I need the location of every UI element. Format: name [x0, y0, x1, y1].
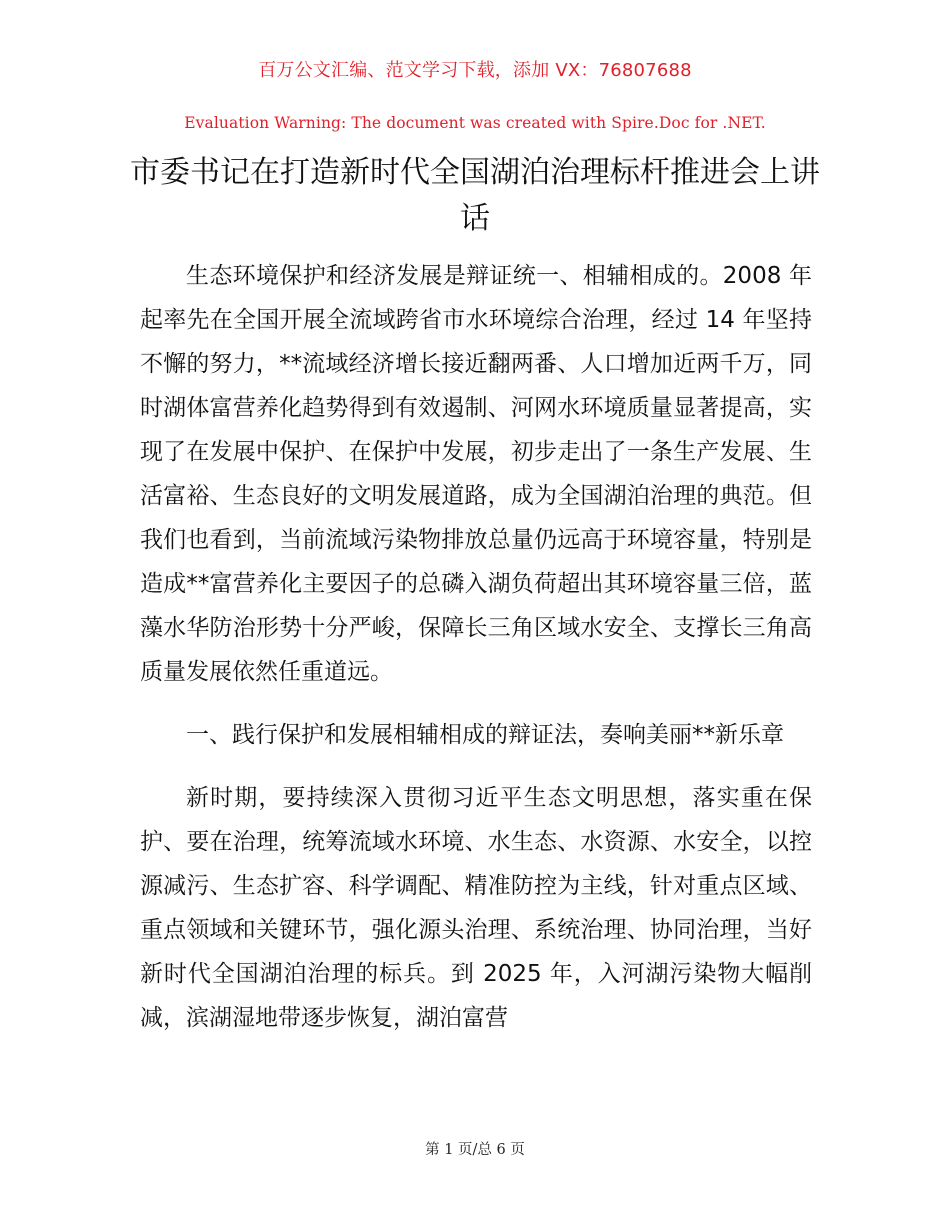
- paragraph-section-1: 新时期，要持续深入贯彻习近平生态文明思想，落实重在保护、要在治理，统筹流域水环境、水生态、水资源、水安全，以控源减污、生态扩容、科学调配、精准防控为主线，针对重点区域、重点领域和关键环节，强化源头治理、系统治理、协同治理，当好新时代全国湖泊治理的标兵。到 2025 年，入河湖污染物大幅削减，滨湖湿地带逐步恢复，湖泊富营: [140, 785, 812, 1031]
- section-heading: 一、践行保护和发展相辅相成的辩证法，奏响美丽**新乐章: [186, 722, 784, 748]
- evaluation-warning: Evaluation Warning: The document was created with Spire.Doc for .NET.: [184, 114, 766, 132]
- header-banner: 百万公文汇编、范文学习下载，添加 VX：76807688: [258, 60, 692, 81]
- document-title: 市委书记在打造新时代全国湖泊治理标杆推进会上讲话: [130, 155, 820, 236]
- page-indicator: 第 1 页/总 6 页: [425, 1142, 525, 1158]
- document-body: [140, 254, 812, 1059]
- paragraph-intro: 生态环境保护和经济发展是辩证统一、相辅相成的。2008 年起率先在全国开展全流域跨省市水环境综合治理，经过 14 年坚持不懈的努力，**流域经济增长接近翻两番、人口增加近两千万，同时湖体富营养化趋势得到有效遏制、河网水环境质量显著提高，实现了在发展中保护、在保护中发展，初步走出了一条生产发展、生活富裕、生态良好的文明发展道路，成为全国湖泊治理的典范。但我们也看到，当前流域污染物排放总量仍远高于环境容量，特别是造成**富营养化主要因子的总磷入湖负荷超出其环境容量三倍，蓝藻水华防治形势十分严峻，保障长三角区域水安全、支撑长三角高质量发展依然任重道远。: [140, 263, 812, 685]
